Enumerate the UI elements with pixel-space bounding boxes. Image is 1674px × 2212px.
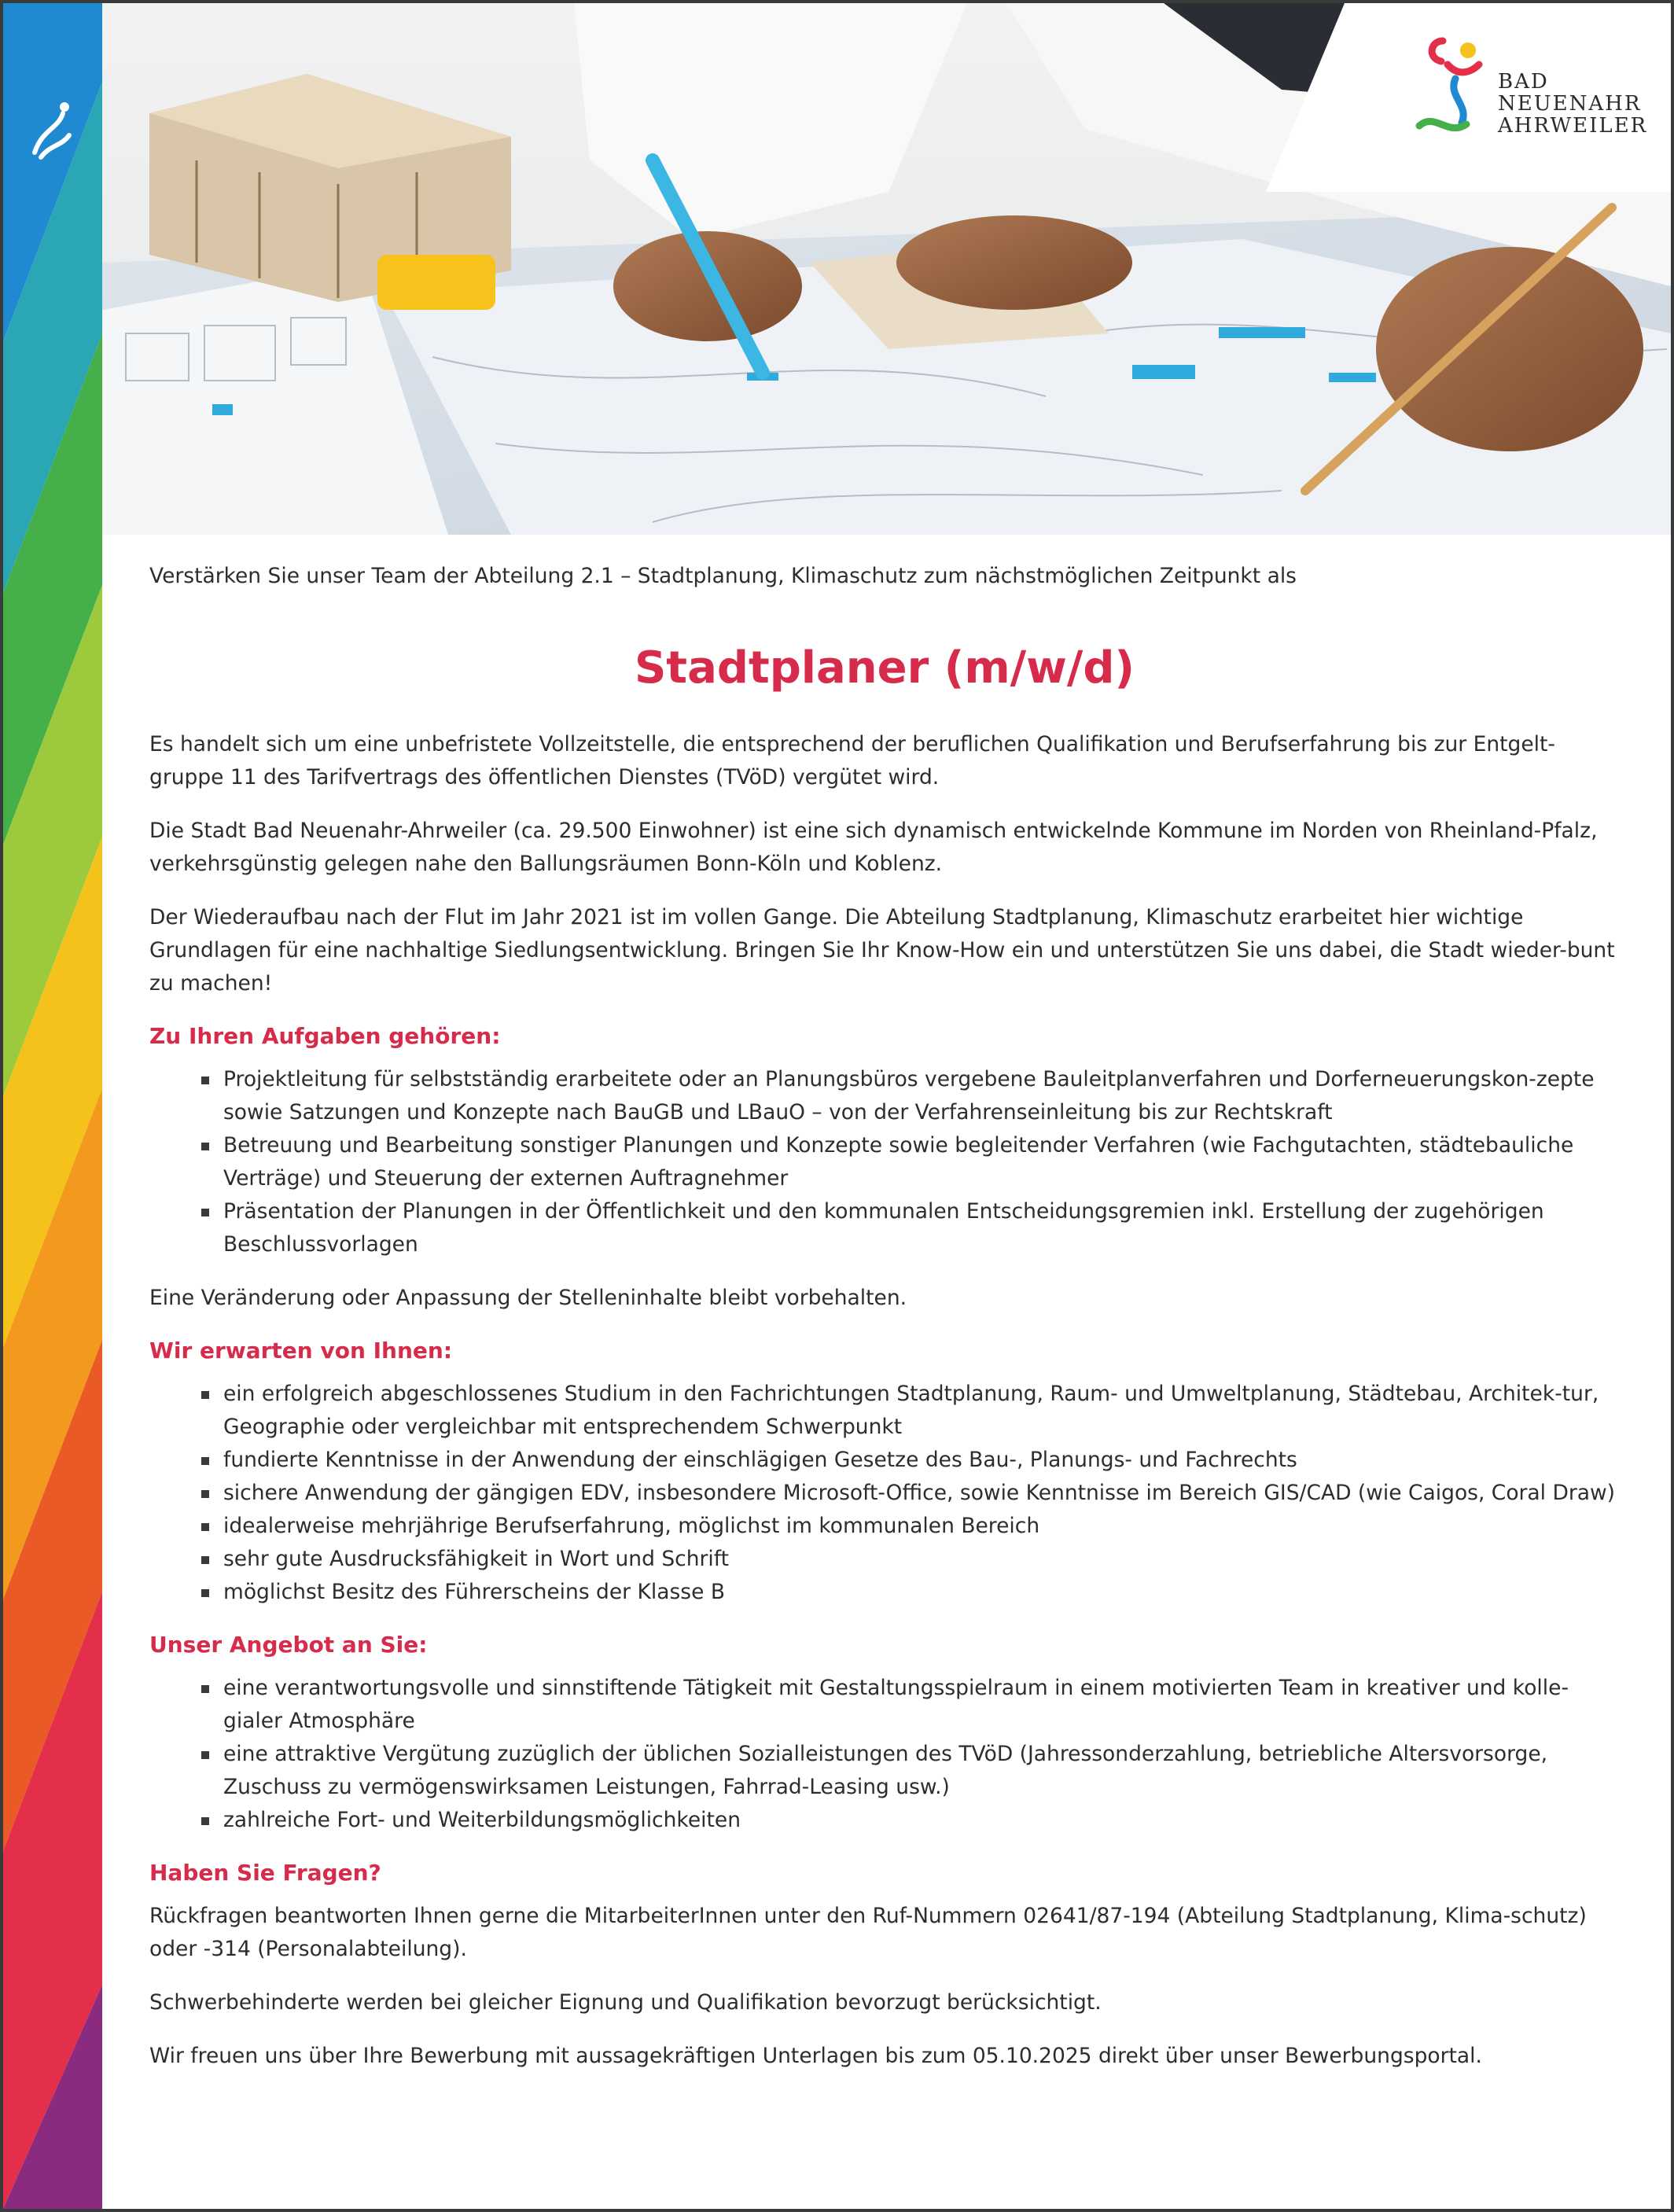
bullet-icon	[201, 1523, 209, 1531]
list-item-text: eine verantwortungsvolle und sinnstiftende Tätigkeit mit Gestaltungsspielraum in einem motivierten Team in kreativer und kolle-gialer Atmosphäre	[223, 1676, 1569, 1733]
list-item	[149, 1378, 1620, 1444]
list-item-text: fundierte Kenntnisse in der Anwendung der einschlägigen Gesetze des Bau-, Planungs- und Fachrechts	[223, 1448, 1297, 1472]
list-item	[149, 1477, 1620, 1510]
bullet-icon	[201, 1457, 209, 1465]
list-item-text: Präsentation der Planungen in der Öffentlichkeit und den kommunalen Entscheidungsgremien inkl. Erstellung der zugehörigen Beschlussvorlagen	[223, 1199, 1544, 1257]
bullet-icon	[201, 1077, 209, 1084]
list-item	[149, 1543, 1620, 1576]
offer-heading: Unser Angebot an Sie:	[149, 1632, 428, 1658]
city-mark-icon	[27, 98, 77, 168]
closing-text: Wir freuen uns über Ihre Bewerbung mit aussagekräftigen Unterlagen bis zum 05.10.2025 direkt über unser Bewerbungsportal.	[149, 2044, 1482, 2068]
paragraph: Die Stadt Bad Neuenahr-Ahrweiler (ca. 29.500 Einwohner) ist eine sich dynamisch entwickelnde Kommune im Norden von Rheinland-Pfalz, verkehrsgünstig gelegen nahe den Ballungsräumen Bonn-Köln und Koblenz.	[149, 819, 1598, 876]
list-item-text: sehr gute Ausdrucksfähigkeit in Wort und Schrift	[223, 1547, 730, 1571]
color-stripe	[3, 3, 102, 2209]
list-item	[149, 1195, 1620, 1261]
bullet-icon	[201, 1556, 209, 1564]
bullet-icon	[201, 1817, 209, 1825]
list-item-text: zahlreiche Fort- und Weiterbildungsmöglichkeiten	[223, 1808, 741, 1832]
bullet-icon	[201, 1209, 209, 1216]
closing-text: Schwerbehinderte werden bei gleicher Eignung und Qualifikation bevorzugt berücksichtigt.	[149, 1990, 1102, 2015]
expectations-heading: Wir erwarten von Ihnen:	[149, 1338, 453, 1364]
list-item-text: eine attraktive Vergütung zuzüglich der üblichen Sozialleistungen des TVöD (Jahressonderzahlung, betriebliche Altersvorsorge, Zuschuss zu vermögenswirksamen Leistungen, Fahrrad-Leasing usw.)	[223, 1742, 1548, 1799]
bullet-icon	[201, 1490, 209, 1498]
list-item	[149, 1129, 1620, 1195]
list-item-text: möglichst Besitz des Führerscheins der Klasse B	[223, 1580, 725, 1604]
city-emblem-icon	[1404, 33, 1498, 151]
bullet-icon	[201, 1143, 209, 1150]
list-item-text: ein erfolgreich abgeschlossenes Studium in den Fachrichtungen Stadtplanung, Raum- und Umweltplanung, Städtebau, Architek-tur, Geographie oder vergleichbar mit entsprechendem Schwerpunkt	[223, 1382, 1599, 1439]
list-item	[149, 1804, 1620, 1837]
tasks-note: Eine Veränderung oder Anpassung der Stelleninhalte bleibt vorbehalten.	[149, 1286, 907, 1310]
list-item	[149, 1510, 1620, 1543]
list-item	[149, 1672, 1620, 1738]
paragraph: Der Wiederaufbau nach der Flut im Jahr 2021 ist im vollen Gange. Die Abteilung Stadtplanung, Klimaschutz erarbeitet hier wichtige Grundlagen für eine nachhaltige Siedlungsentwicklung. Bringen Sie Ihr Know-How ein und unterstützen Sie uns dabei, die Stadt wieder-bunt zu machen!	[149, 905, 1615, 996]
paragraph: Es handelt sich um eine unbefristete Vollzeitstelle, die entsprechend der beruflichen Qualifikation und Berufserfahrung bis zur Entgelt-gruppe 11 des Tarifvertrags des öffentlichen Dienstes (TVöD) vergütet wird.	[149, 732, 1555, 789]
job-title: Stadtplaner (m/w/d)	[634, 642, 1135, 694]
questions-heading: Haben Sie Fragen?	[149, 1860, 381, 1886]
job-posting	[149, 560, 1620, 2093]
logo-line-1: BAD	[1498, 70, 1549, 94]
bullet-icon	[201, 1589, 209, 1597]
city-logo	[1356, 19, 1655, 184]
bullet-icon	[201, 1685, 209, 1693]
logo-line-2: NEUENAHR	[1498, 92, 1642, 116]
list-item	[149, 1444, 1620, 1477]
intro-text: Verstärken Sie unser Team der Abteilung 2.1 – Stadtplanung, Klimaschutz zum nächstmöglichen Zeitpunkt als	[149, 564, 1297, 588]
bullet-icon	[201, 1391, 209, 1399]
list-item	[149, 1063, 1620, 1129]
list-item-text: Projektleitung für selbstständig erarbeitete oder an Planungsbüros vergebene Bauleitplanverfahren und Dorferneuerungskon-zepte sowie Satzungen und Konzepte nach BauGB und LBauO – von der Verfahrenseinleitung bis zur Rechtskraft	[223, 1067, 1595, 1124]
bullet-icon	[201, 1751, 209, 1759]
tasks-heading: Zu Ihren Aufgaben gehören:	[149, 1023, 501, 1049]
tasks-list	[149, 1063, 1620, 1261]
logo-line-3: AHRWEILER	[1498, 114, 1648, 138]
list-item-text: idealerweise mehrjährige Berufserfahrung, möglichst im kommunalen Bereich	[223, 1514, 1040, 1538]
list-item-text: Betreuung und Bearbeitung sonstiger Planungen und Konzepte sowie begleitender Verfahren (wie Fachgutachten, städtebauliche Verträge) und Steuerung der externen Auftragnehmer	[223, 1133, 1574, 1191]
list-item-text: sichere Anwendung der gängigen EDV, insbesondere Microsoft-Office, sowie Kenntnisse im Bereich GIS/CAD (wie Caigos, Coral Draw)	[223, 1481, 1616, 1505]
list-item	[149, 1738, 1620, 1804]
expectations-list	[149, 1378, 1620, 1609]
list-item	[149, 1576, 1620, 1609]
questions-text: Rückfragen beantworten Ihnen gerne die MitarbeiterInnen unter den Ruf-Nummern 02641/87-194 (Abteilung Stadtplanung, Klima-schutz) oder -314 (Personalabteilung).	[149, 1904, 1587, 1961]
offer-list	[149, 1672, 1620, 1837]
